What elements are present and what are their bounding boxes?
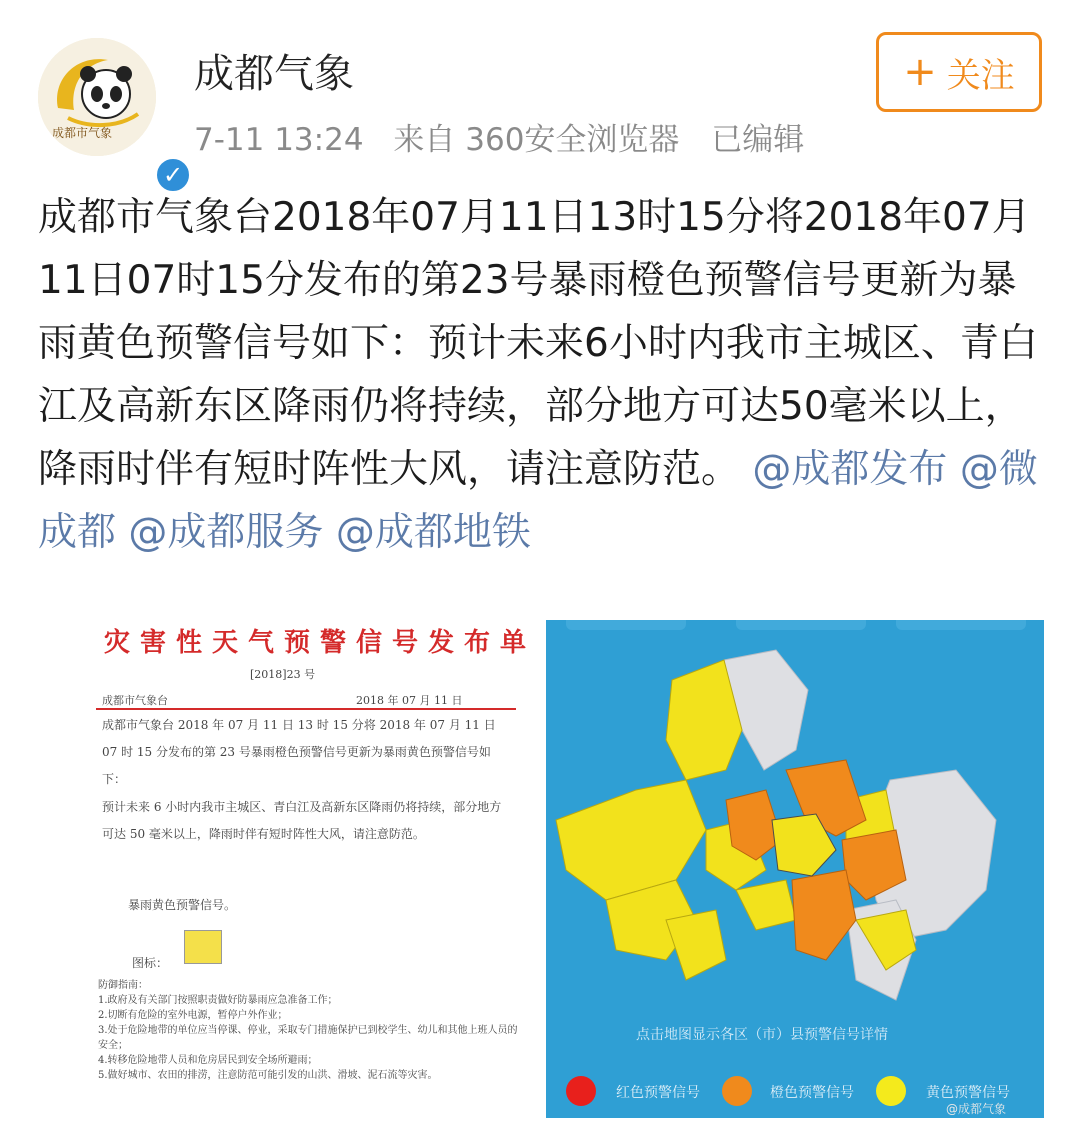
- guide-item: 3.处于危险地带的单位应当停课、停业，采取专门措施保护已到校学生、幼儿和其他上班人员的安全；: [98, 1025, 518, 1051]
- post-meta: [194, 114, 804, 159]
- document-para1: 成都市气象台 2018 年 07 月 11 日 13 时 15 分将 2018 年 07 月 11 日 07 时 15 分发布的第 23 号暴雨橙色预警信号更新为暴雨黄色预警信号如下：: [102, 718, 496, 786]
- document-issuer: 成都市气象台: [102, 694, 168, 707]
- legend-yellow-label: 黄色预警信号: [926, 1085, 1010, 1101]
- mention-link[interactable]: @成都地铁: [335, 510, 531, 555]
- legend-orange-dot: [722, 1076, 752, 1106]
- follow-label: 关注: [946, 55, 1015, 96]
- avatar-image: [38, 38, 156, 156]
- mention-link[interactable]: @成都服务: [128, 510, 324, 555]
- avatar[interactable]: [38, 38, 184, 189]
- legend-red-label: 红色预警信号: [616, 1085, 700, 1101]
- document-divider: [96, 708, 516, 710]
- username[interactable]: 成都气象: [194, 51, 354, 97]
- follow-button[interactable]: [876, 32, 1042, 112]
- mention-link[interactable]: @微成都: [38, 447, 1038, 555]
- rainstorm-yellow-signal-icon: [184, 930, 222, 964]
- legend-yellow-dot: [876, 1076, 906, 1106]
- document-number: [2018]23 号: [250, 668, 316, 681]
- mention-link[interactable]: @成都发布: [752, 447, 948, 492]
- document-signal-label: 暴雨黄色预警信号。: [128, 898, 237, 912]
- post-body: [38, 186, 1048, 564]
- legend-red-dot: [566, 1076, 596, 1106]
- warning-document-image[interactable]: [36, 612, 536, 1122]
- document-icon-label: 图标：: [132, 956, 169, 970]
- map-caption: 点击地图显示各区（市）县预警信号详情: [636, 1027, 888, 1043]
- post-text: 成都市气象台2018年07月11日13时15分将2018年07月11日07时15分发布的第23号暴雨橙色预警信号更新为暴雨黄色预警信号如下：预计未来6小时内我市主城区、青白江及高新东区降雨仍将持续，部分地方可达50毫米以上，降雨时伴有短时阵性大风，请注意防范。: [38, 195, 1038, 492]
- guide-item: 1.政府及有关部门按照职责做好防暴雨应急准备工作；: [98, 995, 338, 1006]
- avatar-caption: 成都市气象: [52, 126, 113, 140]
- document-date: 2018 年 07 月 11 日: [356, 694, 463, 707]
- legend-orange-label: 橙色预警信号: [770, 1085, 854, 1101]
- post-source[interactable]: 来自 360安全浏览器: [393, 122, 680, 158]
- document-title: 灾害性天气预警信号发布单: [104, 628, 537, 658]
- guide-item: 5.做好城市、农田的排涝，注意防范可能引发的山洪、滑坡、泥石流等灾害。: [98, 1070, 438, 1081]
- edited-label: 已编辑: [711, 122, 805, 158]
- document-guide: [98, 978, 518, 1083]
- plus-icon: +: [903, 49, 937, 95]
- guide-title: 防御指南：: [98, 980, 148, 991]
- post-time: 7-11 13:24: [194, 122, 364, 158]
- watermark: @成都气象: [946, 1102, 1007, 1116]
- guide-item: 2.切断有危险的室外电源，暂停户外作业；: [98, 1010, 288, 1021]
- warning-map-image[interactable]: [546, 620, 1044, 1118]
- verified-icon: ✓: [154, 156, 192, 194]
- guide-item: 4.转移危险地带人员和危房居民到安全场所避雨；: [98, 1055, 318, 1066]
- document-para2: 预计未来 6 小时内我市主城区、青白江及高新东区降雨仍将持续，部分地方可达 50 毫米以上，降雨时伴有短时阵性大风，请注意防范。: [102, 800, 502, 841]
